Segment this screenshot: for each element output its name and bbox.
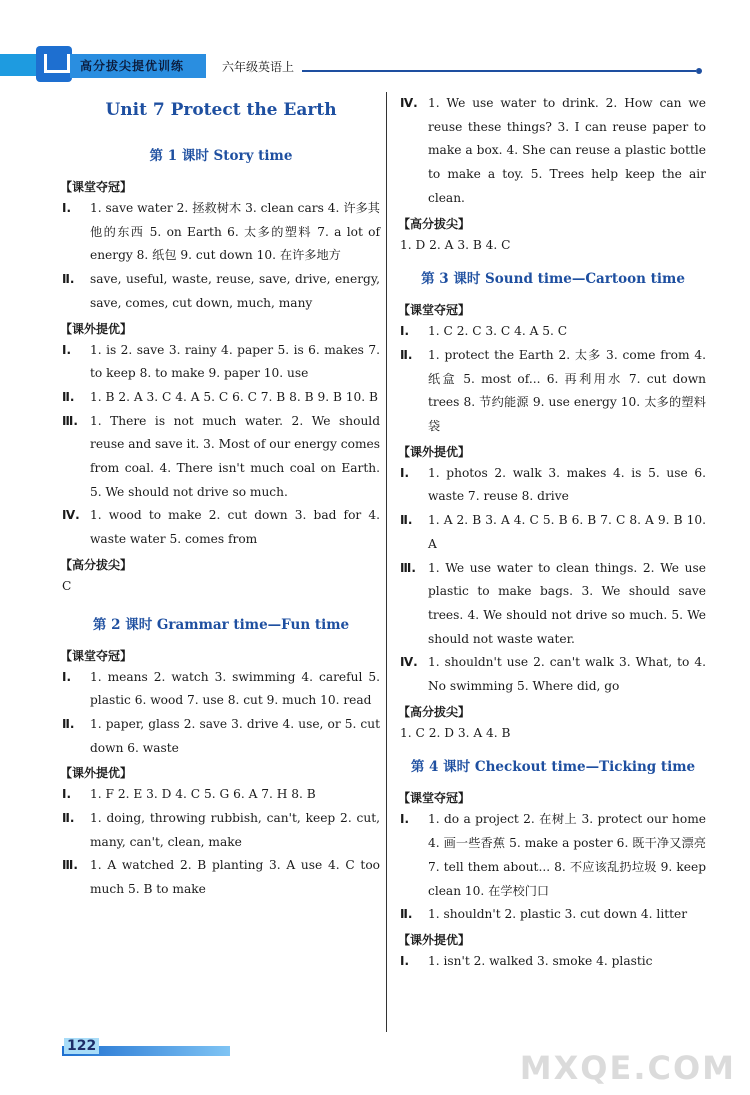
right-column	[400, 92, 706, 974]
answer-item	[62, 386, 380, 410]
item-number: Ⅰ.	[400, 953, 410, 968]
answer-item	[62, 713, 380, 760]
section-heading: 【课堂夺冠】	[60, 180, 133, 194]
answer-text: 1. wood to make 2. cut down 3. bad for 4. waste water 5. comes from	[90, 508, 380, 547]
item-number: Ⅰ.	[62, 787, 72, 802]
lesson-3-title: 第 3 课时 Sound time—Cartoon time	[421, 271, 685, 288]
answer-text: 1. shouldn't 2. plastic 3. cut down 4. litter	[428, 907, 688, 922]
answer-text: 1. save water 2. 拯救树木 3. clean cars 4. 许多其他的东西 5. on Earth 6. 太多的塑料 7. a lot of energy 8. 纸包 9. cut down 10. 在许多地方	[90, 201, 380, 263]
answer-item	[62, 339, 380, 386]
answer-item	[62, 504, 380, 551]
item-number: Ⅲ.	[62, 413, 78, 428]
book-logo-icon	[36, 46, 72, 82]
section-heading: 【课堂夺冠】	[398, 791, 471, 806]
book-subtitle: 六年级英语上	[222, 60, 295, 74]
answer-text: 1. We use water to clean things. 2. We use plastic to make bags. 3. We should save trees. 4. We should not drive so much. 5. We should not waste water.	[428, 560, 706, 646]
answer-item	[62, 268, 380, 315]
answer-item	[400, 462, 706, 509]
answer-text: 1. do a project 2. 在树上 3. protect our home 4. 画一些香蕉 5. make a poster 6. 既干净又漂亮 7. tell them about... 8. 不应该乱扔垃圾 9. keep clean 10. 在学校门口	[428, 812, 706, 898]
answer-text: save, useful, waste, reuse, save, drive, energy, save, comes, cut down, much, many	[90, 272, 380, 310]
answer-text: 1. A watched 2. B planting 3. A use 4. C too much 5. B to make	[90, 858, 380, 897]
answer-item	[400, 950, 706, 974]
answer-text: 1. doing, throwing rubbish, can't, keep 2. cut, many, can't, clean, make	[90, 811, 380, 849]
answer-text: 1. A 2. B 3. A 4. C 5. B 6. B 7. C 8. A 9. B 10. A	[428, 513, 706, 551]
item-number: Ⅰ.	[400, 465, 410, 480]
item-number: Ⅱ.	[62, 811, 75, 826]
item-number: Ⅳ.	[62, 508, 80, 523]
item-number: Ⅱ.	[400, 513, 413, 528]
item-number: Ⅱ.	[62, 716, 75, 731]
item-number: Ⅳ.	[400, 96, 418, 110]
answer-text: 1. C 2. C 3. C 4. A 5. C	[428, 324, 568, 339]
column-divider	[386, 92, 387, 1032]
answer-item	[62, 666, 380, 713]
section-heading: 【课外提优】	[398, 444, 471, 459]
page-number: 122	[64, 1038, 99, 1054]
answer-text: 1. shouldn't use 2. can't walk 3. What, to 4. No swimming 5. Where did, go	[428, 655, 706, 694]
header-accent-bar	[0, 54, 40, 76]
lesson-1-title: 第 1 课时 Story time	[149, 148, 293, 164]
section-heading: 【高分拔尖】	[398, 216, 471, 231]
section-heading: 【课外提优】	[398, 932, 471, 947]
answer-text: 1. isn't 2. walked 3. smoke 4. plastic	[428, 953, 653, 968]
answer-text: 1. D 2. A 3. B 4. C	[400, 237, 511, 252]
answer-text: 1. C 2. D 3. A 4. B	[400, 725, 511, 740]
answer-item	[400, 509, 706, 556]
answer-text: 1. is 2. save 3. rainy 4. paper 5. is 6. makes 7. to keep 8. to make 9. paper 10. use	[90, 342, 380, 381]
watermark: MXQE.COM	[519, 1049, 736, 1087]
answer-text: C	[62, 578, 72, 593]
answer-text: 1. protect the Earth 2. 太多 3. come from 4. 纸盒 5. most of... 6. 再利用水 7. cut down trees 8. 节约能源 9. use energy 10. 太多的塑料袋	[428, 347, 706, 434]
item-number: Ⅱ.	[62, 389, 75, 404]
answer-item	[62, 854, 380, 901]
section-heading: 【高分拔尖】	[398, 704, 471, 719]
item-number: Ⅲ.	[400, 560, 416, 575]
answer-item	[400, 344, 706, 439]
header-rule	[302, 70, 696, 72]
answer-item	[62, 783, 380, 807]
lesson-4-title: 第 4 课时 Checkout time—Ticking time	[410, 759, 696, 776]
lesson-2-title: 第 2 课时 Grammar time—Fun time	[92, 616, 350, 633]
item-number: Ⅳ.	[400, 655, 418, 670]
answer-text: 1. means 2. watch 3. swimming 4. careful 5. plastic 6. wood 7. use 8. cut 9. much 10. read	[90, 669, 380, 708]
unit-title: Unit 7 Protect the Earth	[105, 100, 337, 120]
answer-item	[400, 903, 706, 927]
left-column	[62, 92, 380, 902]
item-number: Ⅱ.	[62, 272, 75, 287]
answer-text: 1. There is not much water. 2. We should reuse and save it. 3. Most of our energy comes from coal. 4. There isn't much coal on Earth. 5. We should not drive so much.	[90, 413, 380, 499]
answer-item	[62, 197, 380, 268]
item-number: Ⅱ.	[400, 907, 413, 922]
section-heading: 【课外提优】	[60, 766, 133, 781]
section-heading: 【课外提优】	[60, 321, 133, 336]
answer-item	[62, 410, 380, 505]
item-number: Ⅰ.	[400, 324, 410, 339]
item-number: Ⅱ.	[400, 347, 413, 362]
item-number: Ⅰ.	[400, 812, 410, 827]
header-rule-dot	[696, 68, 702, 74]
answer-item	[400, 320, 706, 344]
answer-text: 1. photos 2. walk 3. makes 4. is 5. use 6. waste 7. reuse 8. drive	[428, 465, 706, 504]
answer-item	[400, 808, 706, 903]
answer-text: 1. We use water to drink. 2. How can we reuse these things? 3. I can reuse paper to make a box. 4. She can reuse a plastic bottle to make a toy. 5. Trees help keep the air clean.	[428, 96, 706, 205]
item-number: Ⅰ.	[62, 669, 72, 684]
answer-item	[62, 807, 380, 854]
series-title: 高分拔尖提优训练	[80, 59, 185, 73]
section-heading: 【课堂夺冠】	[60, 648, 133, 663]
answer-item	[400, 557, 706, 652]
item-number: Ⅲ.	[62, 858, 78, 873]
section-heading: 【课堂夺冠】	[398, 303, 471, 318]
answer-item	[400, 92, 706, 211]
section-heading: 【高分拔尖】	[60, 557, 133, 572]
answer-item	[400, 651, 706, 698]
item-number: Ⅰ.	[62, 342, 72, 357]
page-header	[0, 0, 750, 90]
answer-text: 1. B 2. A 3. C 4. A 5. C 6. C 7. B 8. B 9. B 10. B	[90, 389, 379, 404]
answer-text: 1. paper, glass 2. save 3. drive 4. use, or 5. cut down 6. waste	[90, 716, 380, 755]
answer-text: 1. F 2. E 3. D 4. C 5. G 6. A 7. H 8. B	[90, 787, 316, 802]
item-number: Ⅰ.	[62, 201, 72, 215]
